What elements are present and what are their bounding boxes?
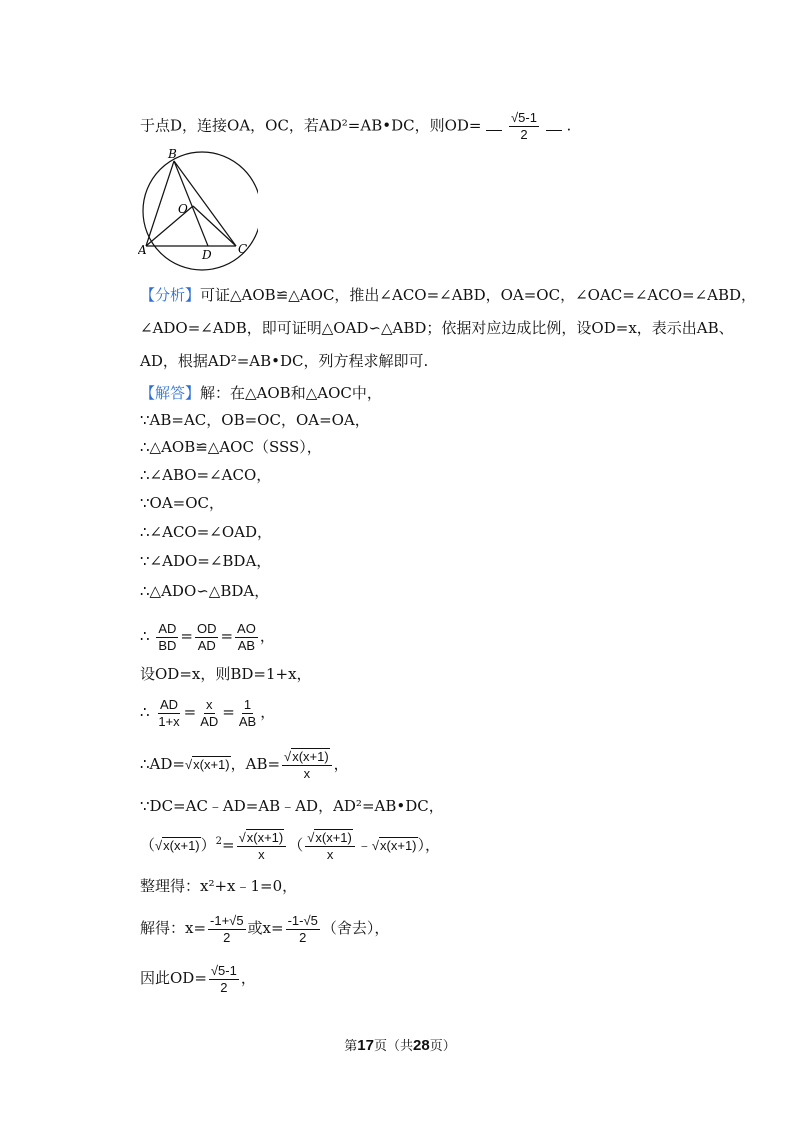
- frac-num: √x(x+1): [237, 830, 287, 847]
- frac-den: x: [258, 846, 265, 862]
- frac-num: AD: [158, 620, 177, 636]
- analysis-text-1: 可证△AOB≌△AOC，推出∠ACO=∠ABD，OA=OC，∠OAC=∠ACO=∠ABD，: [200, 286, 757, 304]
- frac-den: AD: [200, 713, 219, 729]
- problem-line: [140, 110, 571, 143]
- solution-line-12: ∵DC=AC﹣AD=AB﹣AD，AD²=AB•DC，: [140, 797, 444, 815]
- page-number: 17: [357, 1037, 374, 1054]
- paren-close: ），: [417, 836, 441, 854]
- solution-line-11: [140, 746, 349, 783]
- solution-line-7: ∴△ADO∽△BDA，: [140, 582, 270, 600]
- label-d: D: [202, 248, 212, 262]
- answer-numerator: √5-1: [511, 110, 537, 125]
- solution-line-1: ∵AB=AC，OB=OC，OA=OA，: [140, 411, 370, 429]
- frac-den: AD: [197, 637, 216, 653]
- frac-num: √5-1: [210, 962, 237, 978]
- frac-num: √x(x+1): [305, 830, 355, 847]
- answer-blank-right: [546, 118, 562, 131]
- frac-den: BD: [158, 637, 177, 653]
- punct: ，: [333, 755, 349, 773]
- page-total: 28: [413, 1037, 430, 1054]
- answer-fraction: [509, 110, 539, 143]
- analysis-tag: 【分析】: [140, 286, 201, 304]
- expr-x: 解得：x=: [140, 919, 207, 937]
- punct: ，: [259, 627, 275, 645]
- label-c: C: [238, 242, 248, 256]
- solution-line-10: ∴ $\frac{AD}{1+x}$ = $\frac{x}{AD}$ = $\frac{1}{AB}$ ，: [140, 696, 276, 729]
- solution-tag: 【解答】: [140, 384, 201, 402]
- discard-note: （舍去），: [321, 919, 390, 937]
- solution-line-15: [140, 908, 389, 948]
- frac-den: AB: [238, 713, 257, 729]
- footer-mid: 页（共: [373, 1039, 413, 1054]
- frac-num: AO: [237, 620, 256, 636]
- therefore-symbol: ∴: [140, 703, 150, 721]
- radicand: x(x+1): [163, 838, 200, 853]
- frac-den: x: [303, 765, 311, 781]
- label-a: A: [138, 243, 147, 257]
- footer-pre: 第: [344, 1039, 358, 1054]
- radicand: x(x+1): [292, 748, 329, 764]
- paren-open: （: [288, 836, 304, 854]
- solution-line-13: [140, 822, 440, 866]
- frac-num: √x(x+1): [282, 749, 332, 766]
- radical-lhs: √x(x+1): [155, 838, 200, 853]
- answer-denominator: 2: [520, 127, 528, 142]
- problem-end: .: [566, 116, 572, 135]
- solution-line-4: ∵OA=OC，: [140, 494, 225, 512]
- solution-line-9: 设OD=x，则BD=1+x，: [140, 665, 312, 683]
- minus: ﹣: [356, 836, 372, 854]
- label-b: B: [168, 147, 177, 161]
- solution-line-2: ∴△AOB≌△AOC（SSS），: [140, 438, 322, 456]
- root-2: [286, 913, 320, 946]
- answer-blank-left: [486, 118, 502, 131]
- therefore-symbol: ∴: [140, 627, 150, 645]
- radicand: x(x+1): [246, 829, 284, 845]
- paren-open: （: [140, 836, 156, 854]
- solution-line-8: ∴ $\frac{AD}{BD}$ = $\frac{OD}{AD}$ = $\frac{AO}{AB}$ ，: [140, 620, 275, 653]
- ratio-x-ad: [198, 697, 220, 730]
- frac-den: 1+x: [158, 713, 180, 729]
- frac-num: -1+√5: [210, 912, 244, 928]
- label-o: O: [178, 202, 188, 216]
- radicand: x(x+1): [193, 757, 230, 772]
- footer-post: 页）: [429, 1039, 456, 1054]
- ratio-1-ab: [237, 697, 258, 730]
- frac-num: 1: [243, 696, 252, 712]
- circle-figure: [138, 146, 258, 276]
- frac-den: 2: [223, 929, 231, 945]
- fraction-rhs-1: [237, 830, 287, 863]
- or-text: 或x=: [247, 919, 284, 937]
- frac-num: AD: [159, 696, 179, 712]
- solution-line-14: 整理得：x²+x﹣1=0，: [140, 877, 298, 895]
- frac-num: -1-√5: [287, 912, 318, 928]
- radicand: x(x+1): [380, 838, 417, 853]
- analysis-line-2: ∠ADO=∠ADB，即可证明△OAD∽△ABD；依据对应边成比例，设OD=x，表示出AB、: [140, 319, 734, 337]
- solution-line-3: ∴∠ABO=∠ACO，: [140, 466, 272, 484]
- frac-den: x: [326, 846, 334, 862]
- frac-num: x: [206, 696, 213, 712]
- page-footer: [0, 1035, 800, 1054]
- solution-line-0: [140, 383, 382, 403]
- problem-intro: 于点D，连接OA，OC，若AD²=AB•DC，则OD=: [140, 116, 482, 135]
- radicand: x(x+1): [315, 829, 352, 845]
- radical-ad: √x(x+1): [184, 757, 230, 772]
- exponent: 2: [215, 836, 223, 847]
- analysis-line-3: AD，根据AD²=AB•DC，列方程求解即可.: [140, 352, 429, 370]
- final-answer: [209, 963, 239, 996]
- solution-line-16: [140, 958, 256, 998]
- ratio-od-ad: [195, 621, 219, 654]
- equals: =: [222, 836, 235, 854]
- frac-den: 2: [220, 979, 228, 995]
- fraction-rhs-2: [305, 830, 355, 863]
- solution-text-0: 解：在△AOB和△AOC中，: [200, 384, 382, 402]
- frac-den: 2: [299, 929, 307, 945]
- expr-ad: ∴AD=: [140, 755, 185, 773]
- frac-num: OD: [196, 620, 217, 636]
- solution-line-5: ∴∠ACO=∠OAD，: [140, 523, 273, 541]
- frac-den: AB: [237, 637, 256, 653]
- root-1: [208, 913, 246, 946]
- punct: ，: [260, 703, 276, 721]
- ratio-ao-ab: [235, 621, 258, 654]
- fraction-ab: [282, 749, 332, 782]
- paren-close: ）: [200, 836, 216, 854]
- analysis-line-1: [140, 285, 756, 305]
- ratio-ad-1x: [156, 697, 181, 730]
- radical-rhs: √x(x+1): [371, 838, 417, 853]
- punct: ，: [240, 969, 256, 987]
- solution-line-6: ∵∠ADO=∠BDA，: [140, 552, 272, 570]
- expr-od: 因此OD=: [140, 969, 207, 987]
- segment-ab: [146, 161, 174, 246]
- expr-ab: ，AB=: [230, 755, 281, 773]
- ratio-ad-bd: [156, 621, 178, 654]
